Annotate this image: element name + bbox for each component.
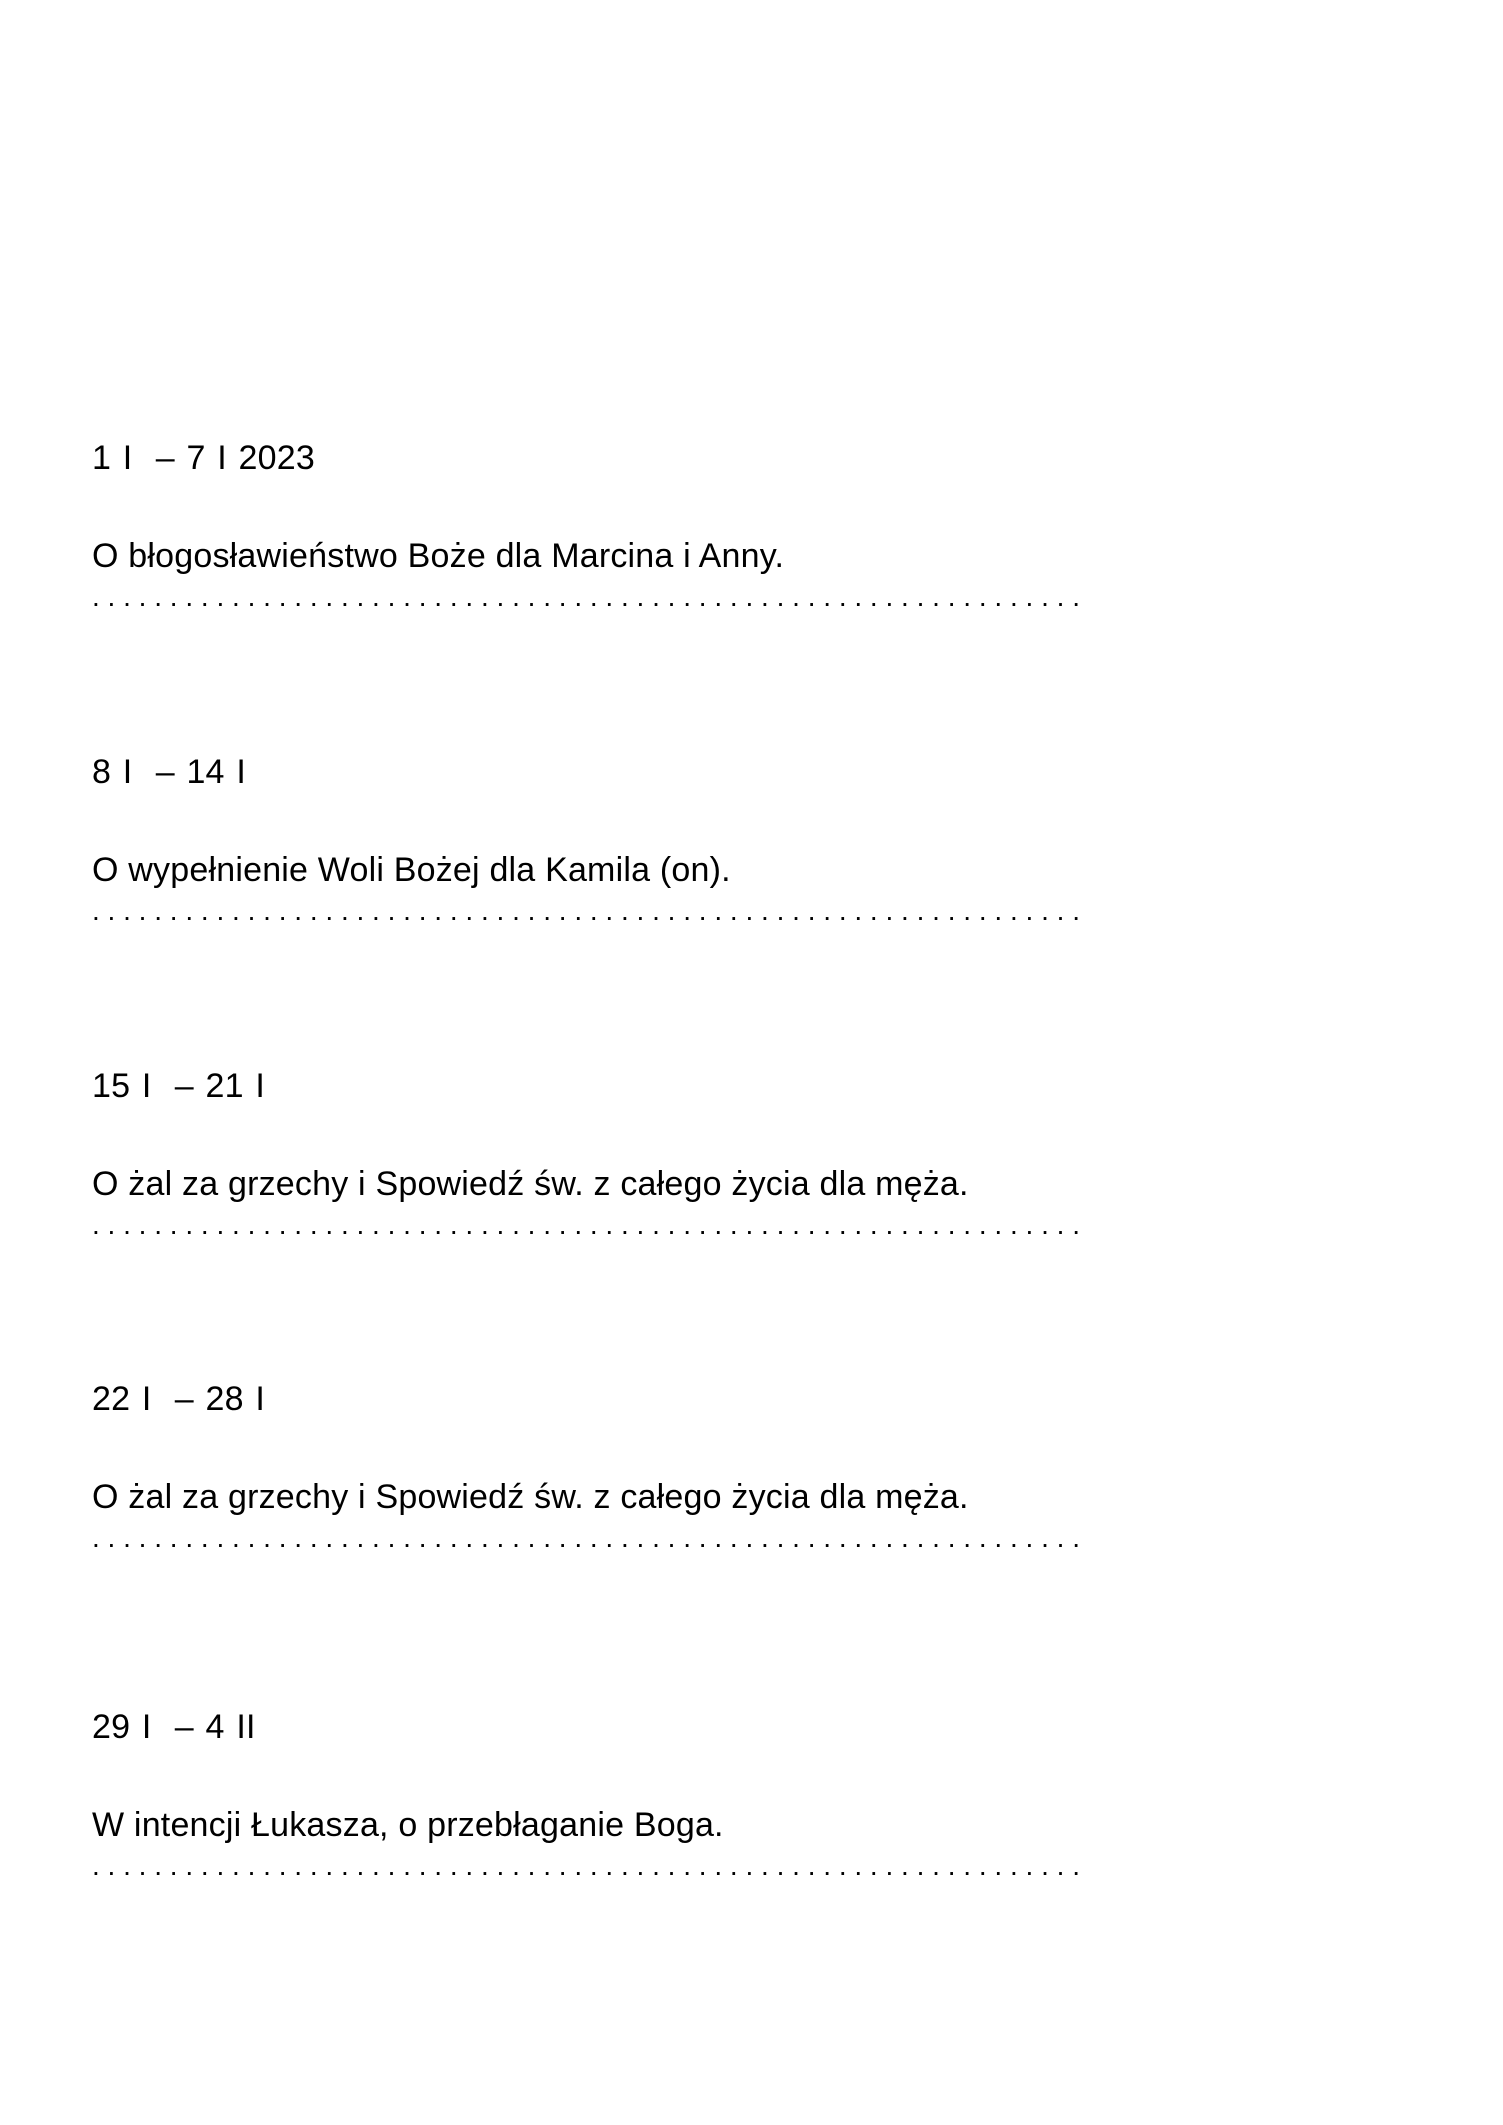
intention-entry-1: [92, 438, 1292, 612]
date-range: 8 I – 14 I: [92, 753, 246, 791]
intention-entry-4: [92, 1379, 1292, 1553]
intention-entry-5: [92, 1707, 1292, 1881]
dotted-line: . . . . . . . . . . . . . . . . . . . . . . . . . . . . . . . . . . . . . . . . . . . . . . . . . . . . . . . . . . . . . . . .: [92, 1851, 1080, 1881]
dotted-line: . . . . . . . . . . . . . . . . . . . . . . . . . . . . . . . . . . . . . . . . . . . . . . . . . . . . . . . . . . . . . . . .: [92, 582, 1080, 612]
date-range: 1 I – 7 I 2023: [92, 439, 315, 477]
dotted-line: . . . . . . . . . . . . . . . . . . . . . . . . . . . . . . . . . . . . . . . . . . . . . . . . . . . . . . . . . . . . . . . .: [92, 896, 1080, 926]
intention-text: O żal za grzechy i Spowiedź św. z całego życia dla męża.: [92, 1165, 969, 1203]
intention-text: W intencji Łukasza, o przebłaganie Boga.: [92, 1806, 724, 1844]
date-range: 22 I – 28 I: [92, 1380, 266, 1418]
dotted-line: . . . . . . . . . . . . . . . . . . . . . . . . . . . . . . . . . . . . . . . . . . . . . . . . . . . . . . . . . . . . . . . .: [92, 1523, 1080, 1553]
intention-text: O błogosławieństwo Boże dla Marcina i Anny.: [92, 537, 785, 575]
intention-text: O żal za grzechy i Spowiedź św. z całego życia dla męża.: [92, 1478, 969, 1516]
intention-entry-2: [92, 752, 1292, 926]
date-range: 15 I – 21 I: [92, 1067, 266, 1105]
intention-text: O wypełnienie Woli Bożej dla Kamila (on).: [92, 851, 731, 889]
dotted-line: . . . . . . . . . . . . . . . . . . . . . . . . . . . . . . . . . . . . . . . . . . . . . . . . . . . . . . . . . . . . . . . .: [92, 1210, 1080, 1240]
date-range: 29 I – 4 II: [92, 1708, 256, 1746]
intention-entry-3: [92, 1066, 1292, 1240]
